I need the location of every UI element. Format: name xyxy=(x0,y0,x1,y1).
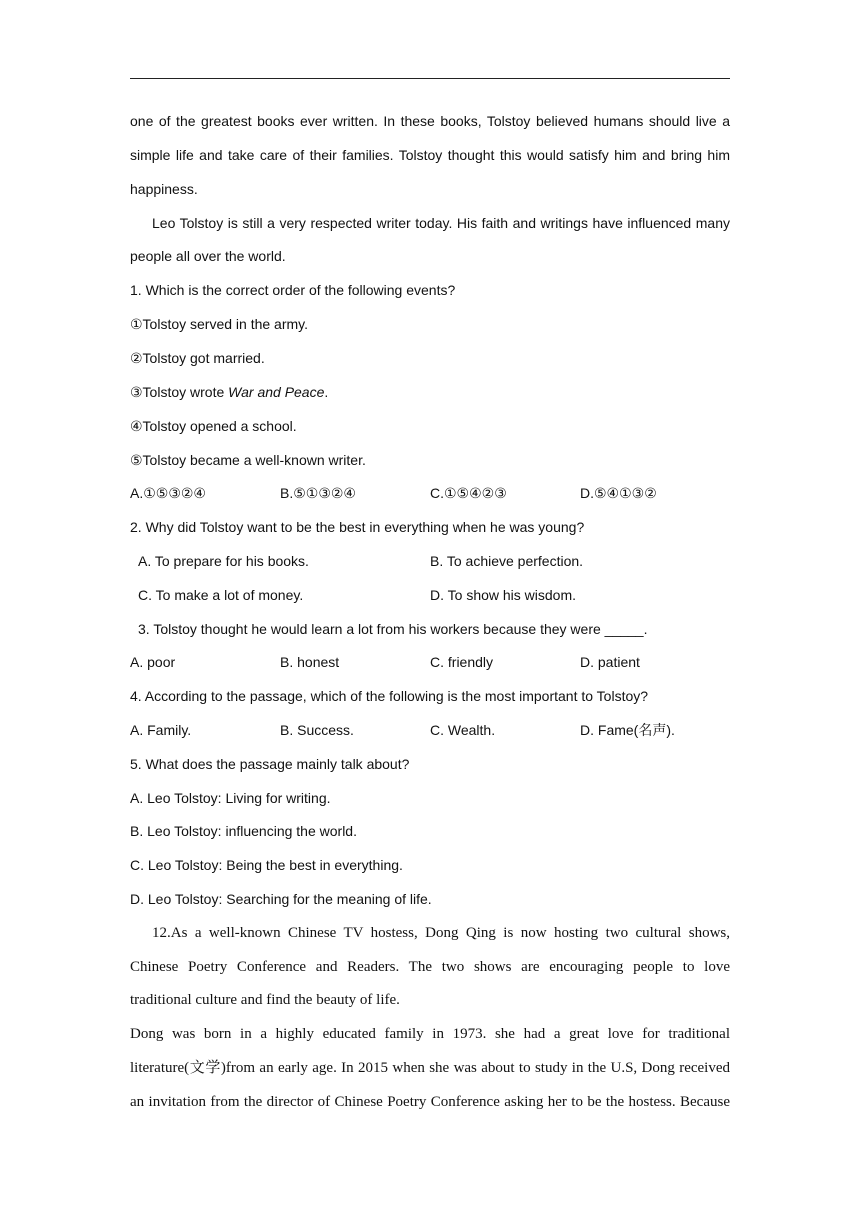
event-item: ⑤Tolstoy became a well-known writer. xyxy=(130,452,366,468)
passage-line: Dong was born in a highly educated family in 1973. she had a great love for traditional xyxy=(130,1026,730,1042)
option-b: B. honest xyxy=(280,654,340,670)
option-c: C.①⑤④②③ xyxy=(430,485,507,501)
option-d: D. To show his wisdom. xyxy=(430,587,577,603)
event-end: . xyxy=(324,384,329,400)
event-text: ③Tolstoy wrote xyxy=(130,384,229,400)
option-c: C. friendly xyxy=(430,654,494,670)
option-a: A. Family. xyxy=(130,722,192,738)
option-d: D. Leo Tolstoy: Searching for the meaning of life. xyxy=(130,891,432,907)
passage-line: Leo Tolstoy is still a very respected writer today. His faith and writings have influenced many xyxy=(152,215,730,231)
event-item: ②Tolstoy got married. xyxy=(130,350,265,366)
passage-line: people all over the world. xyxy=(130,248,286,264)
option-a: A.①⑤③②④ xyxy=(130,485,206,501)
option-d: D.⑤④①③② xyxy=(580,485,657,501)
question-4: 4. According to the passage, which of the following is the most important to Tolstoy? xyxy=(130,688,649,704)
option-c: C. Leo Tolstoy: Being the best in everything. xyxy=(130,857,403,873)
book-title: War and Peace xyxy=(228,384,325,400)
option-b: B. Success. xyxy=(280,722,354,738)
event-item: ①Tolstoy served in the army. xyxy=(130,316,309,332)
passage-line: traditional culture and find the beauty of life. xyxy=(130,992,400,1008)
passage-line: literature(文学)from an early age. In 2015 when she was about to study in the U.S, Dong received xyxy=(130,1060,730,1076)
question-2: 2. Why did Tolstoy want to be the best in everything when he was young? xyxy=(130,519,585,535)
passage-line: Chinese Poetry Conference and Readers. The two shows are encouraging people to love xyxy=(130,959,730,975)
option-c: C. To make a lot of money. xyxy=(138,587,304,603)
question-3: 3. Tolstoy thought he would learn a lot from his workers because they were _____. xyxy=(138,621,648,637)
passage-line: 12.As a well-known Chinese TV hostess, Dong Qing is now hosting two cultural shows, xyxy=(152,925,730,941)
passage-line: one of the greatest books ever written. In these books, Tolstoy believed humans should live a xyxy=(130,113,730,129)
question-1: 1. Which is the correct order of the following events? xyxy=(130,282,456,298)
option-d: D. Fame(名声). xyxy=(580,722,675,738)
passage-line: simple life and take care of their families. Tolstoy thought this would satisfy him and bring him xyxy=(130,147,730,163)
option-b: B. Leo Tolstoy: influencing the world. xyxy=(130,823,357,839)
option-a: A. To prepare for his books. xyxy=(138,553,309,569)
option-a: A. Leo Tolstoy: Living for writing. xyxy=(130,790,331,806)
passage-line: happiness. xyxy=(130,181,198,197)
event-item: ④Tolstoy opened a school. xyxy=(130,418,297,434)
option-d: D. patient xyxy=(580,654,640,670)
question-5: 5. What does the passage mainly talk about? xyxy=(130,756,410,772)
event-item xyxy=(130,382,730,402)
option-a: A. poor xyxy=(130,654,176,670)
option-c: C. Wealth. xyxy=(430,722,496,738)
header-rule xyxy=(130,78,730,79)
passage-line: an invitation from the director of Chinese Poetry Conference asking her to be the hostess. Because xyxy=(130,1094,730,1110)
option-b: B. To achieve perfection. xyxy=(430,553,584,569)
option-b: B.⑤①③②④ xyxy=(280,485,356,501)
